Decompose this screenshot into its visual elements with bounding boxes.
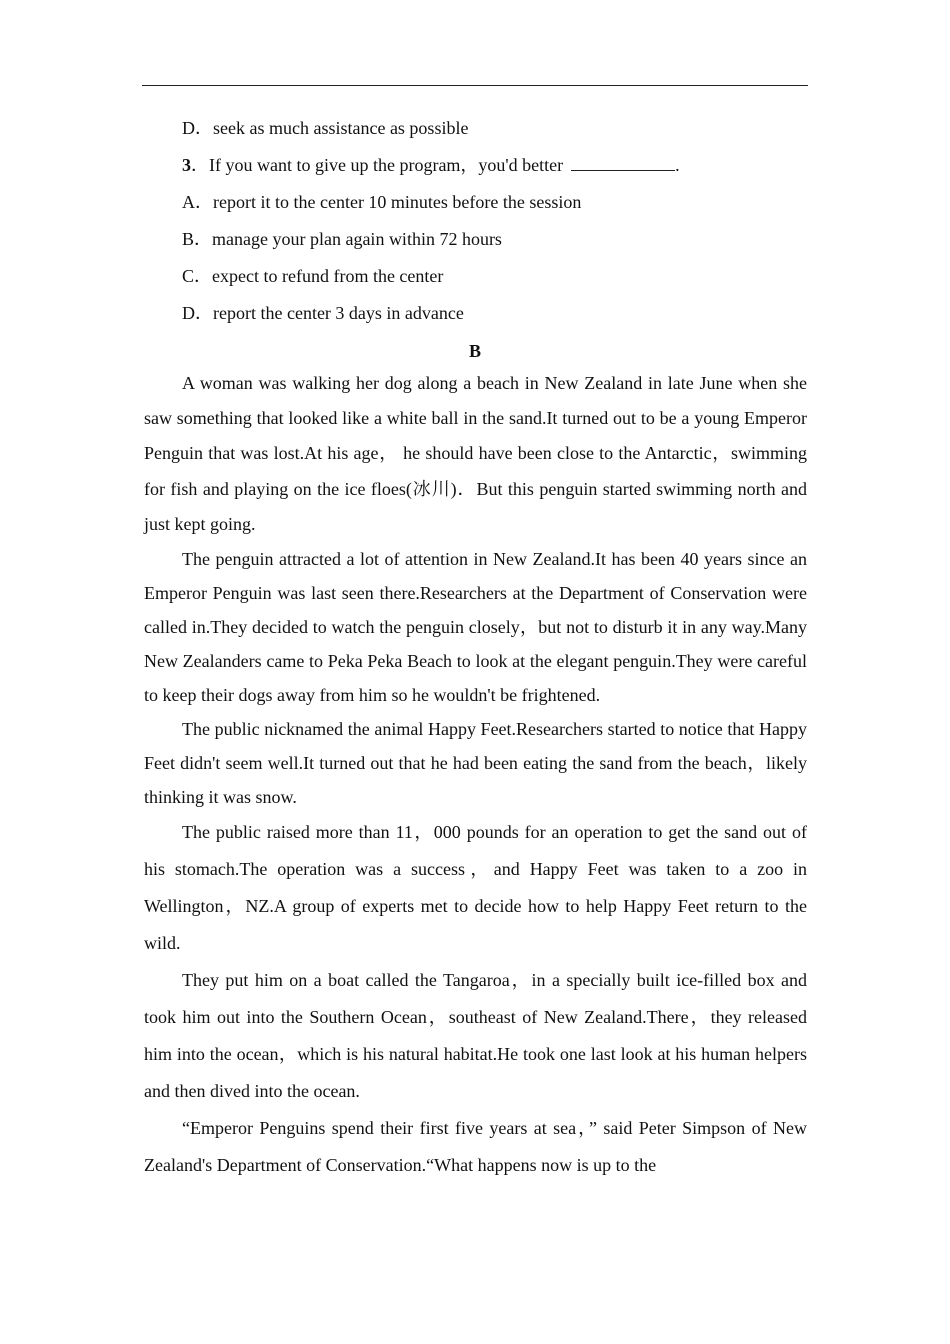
paragraph-6: “Emperor Penguins spend their first five years at sea，” said Peter Simpson of New Zealand's Department of Conservation.“What happens now is up to the: [144, 1118, 807, 1176]
paragraph-1: A woman was walking her dog along a beach in New Zealand in late June when she saw something that looked like a white ball in the sand.It turned out to be a young Emperor Penguin that was lost.At his age， he should have been close to the Antarctic，swimming for fish and playing on the ice floes(冰川)．But this penguin started swimming north and just kept going.: [144, 373, 807, 534]
section-heading: B: [468, 341, 481, 361]
q3-stem-end: .: [675, 155, 680, 175]
header-rule: [142, 85, 808, 86]
passage: [144, 366, 807, 1184]
q3-stem: [182, 154, 680, 176]
paragraph-3: The public nicknamed the animal Happy Feet.Researchers started to notice that Happy Feet didn't seem well.It turned out that he had been eating the sand from the beach，likely thinking it was snow.: [144, 719, 807, 808]
q3-option-a: A．report it to the center 10 minutes before the session: [182, 192, 582, 212]
paragraph-2: The penguin attracted a lot of attention in New Zealand.It has been 40 years since an Emperor Penguin was last seen there.Researchers at the Department of Conservation were called in.They decided to watch the penguin closely，but not to disturb it in any way.Many New Zealanders came to Peka Peka Beach to look at the elegant penguin.They were careful to keep their dogs away from him so he wouldn't be frightened.: [144, 549, 807, 706]
q3-option-b: B．manage your plan again within 72 hours: [182, 229, 502, 249]
answer-blank: [571, 154, 675, 171]
q3-option-c: C．expect to refund from the center: [182, 266, 444, 286]
q3-option-d: D．report the center 3 days in advance: [182, 303, 464, 323]
paragraph-5: They put him on a boat called the Tangaroa，in a specially built ice-filled box and took him out into the Southern Ocean，southeast of New Zealand.There，they released him into the ocean，which is his natural habitat.He took one last look at his human helpers and then dived into the ocean.: [144, 970, 807, 1102]
q3-number: 3: [182, 155, 191, 175]
q2-option-d: D．seek as much assistance as possible: [182, 118, 469, 138]
q3-stem-text: ．If you want to give up the program，you'd better: [191, 155, 564, 175]
paragraph-4: The public raised more than 11，000 pounds for an operation to get the sand out of his stomach.The operation was a success，and Happy Feet was taken to a zoo in Wellington，NZ.A group of experts met to decide how to help Happy Feet return to the wild.: [144, 822, 807, 954]
